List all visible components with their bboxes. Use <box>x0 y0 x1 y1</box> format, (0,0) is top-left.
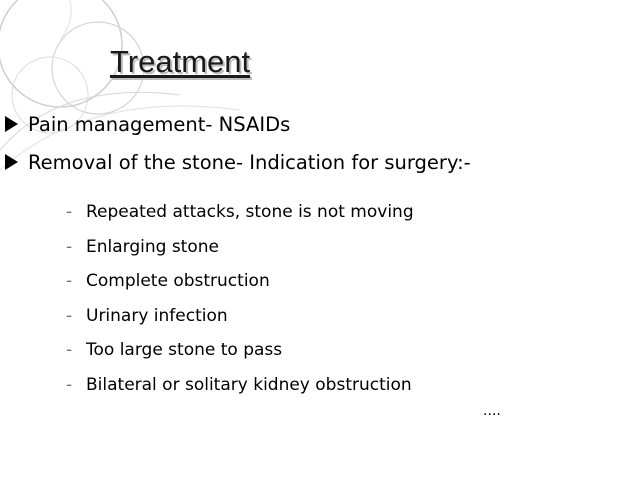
triangle-bullet-icon <box>5 116 18 132</box>
bullet-text: Removal of the stone- Indication for surgery:- <box>28 151 471 174</box>
dash-marker: - <box>66 305 73 326</box>
sub-item-text: Enlarging stone <box>86 236 219 257</box>
bullet-text: Pain management- NSAIDs <box>28 113 291 136</box>
slide-title: Treatment <box>110 44 251 79</box>
sub-item-text: Urinary infection <box>86 305 228 326</box>
dash-marker: - <box>66 271 73 291</box>
dash-marker: - <box>66 374 73 395</box>
continuation-ellipsis: .... <box>483 403 501 419</box>
dash-marker: - <box>66 340 73 360</box>
deco-circle-large <box>0 0 122 107</box>
triangle-bullet-icon <box>5 154 18 170</box>
sub-item-text: Bilateral or solitary kidney obstruction <box>86 374 412 395</box>
sub-item-text: Complete obstruction <box>86 271 270 291</box>
dash-marker: - <box>66 236 73 257</box>
dash-marker: - <box>66 202 73 222</box>
sub-item-text: Too large stone to pass <box>86 340 283 360</box>
sub-item-text: Repeated attacks, stone is not moving <box>86 202 414 222</box>
deco-arc-3 <box>60 0 71 40</box>
